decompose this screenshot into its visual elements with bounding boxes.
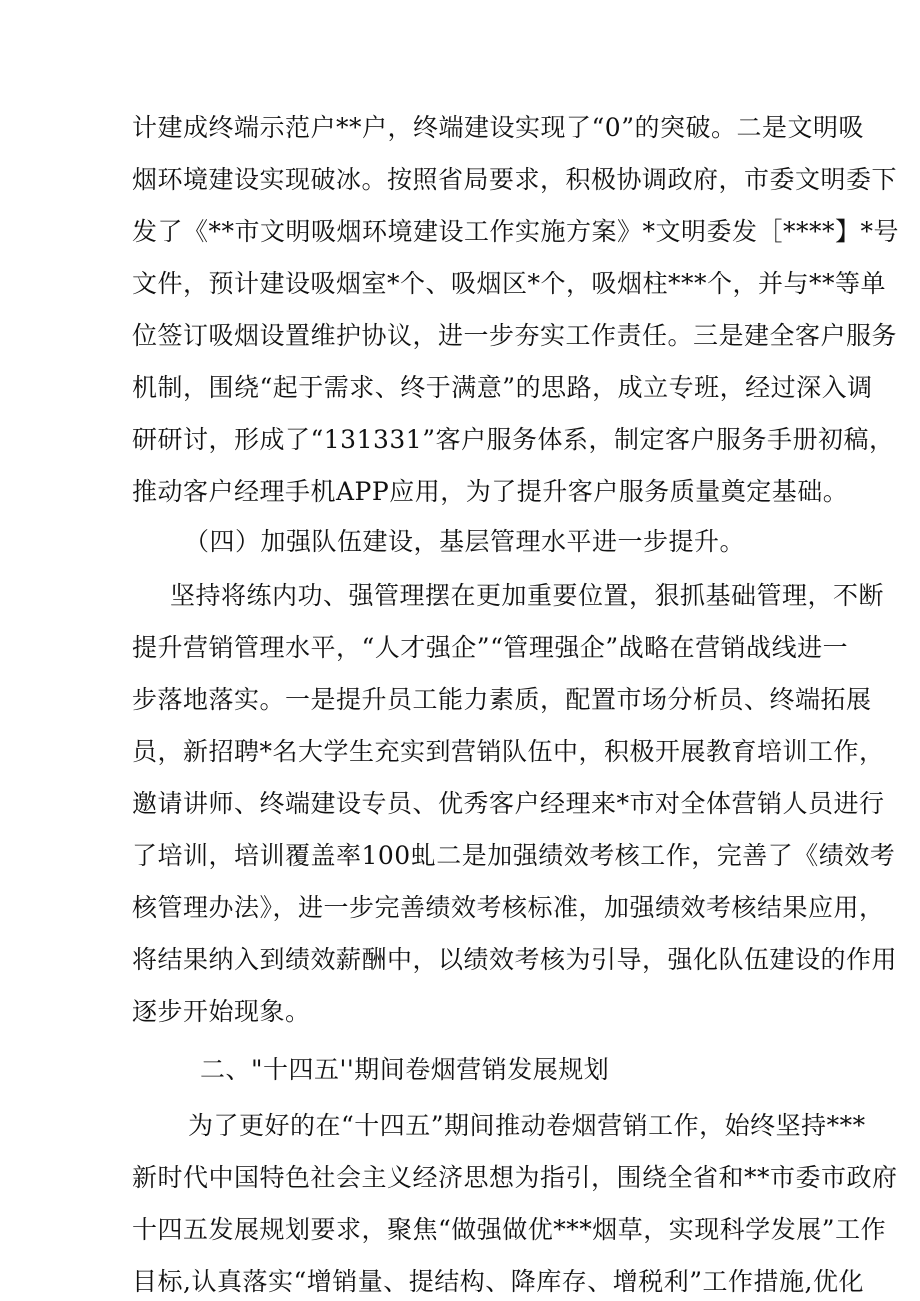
paragraph-3-line-4: 目标,认真落实“增销量、提结构、降库存、增税利”工作措施,优化 — [132, 1267, 864, 1296]
paragraph-2-line-4: 员，新招聘*名大学生充实到营销队伍中，积极开展教育培训工作， — [132, 737, 885, 766]
paragraph-2-line-7: 核管理办法》，进一步完善绩效考核标准，加强绩效考核结果应用， — [132, 893, 885, 922]
paragraph-1-line-5: 位签订吸烟设置维护协议，进一步夯实工作责任。三是建全客户服务 — [132, 321, 898, 350]
paragraph-2-line-1: 坚持将练内功、强管理摆在更加重要位置，狠抓基础管理，不断 — [170, 581, 885, 610]
paragraph-3-line-2: 新时代中国特色社会主义经济思想为指引，围绕全省和**市委市政府 — [132, 1163, 898, 1192]
section-heading-2: 二、"十四五''期间卷烟营销发展规划 — [200, 1055, 610, 1084]
paragraph-1-line-4: 文件，预计建设吸烟室*个、吸烟区*个，吸烟柱***个，并与**等单 — [132, 269, 887, 298]
paragraph-1-line-6: 机制，围绕“起于需求、终于满意”的思路，成立专班，经过深入调 — [132, 373, 873, 402]
paragraph-2-line-6: 了培训，培训覆盖率100虬二是加强绩效考核工作，完善了《绩效考 — [132, 841, 896, 870]
paragraph-2-line-2: 提升营销管理水平，“人才强企”“管理强企”战略在营销战线进一 — [132, 633, 849, 662]
paragraph-3-line-3: 十四五发展规划要求，聚焦“做强做优***烟草，实现科学发展”工作 — [132, 1215, 887, 1244]
paragraph-1-line-1: 计建成终端示范户**户，终端建设实现了“0”的突破。二是文明吸 — [132, 113, 864, 142]
paragraph-1-line-3: 发了《**市文明吸烟环境建设工作实施方案》*文明委发［****】*号 — [132, 217, 900, 246]
paragraph-1-line-7: 研研讨，形成了“131331”客户服务体系，制定客户服务手册初稿， — [132, 425, 895, 454]
paragraph-1-line-2: 烟环境建设实现破冰。按照省局要求，积极协调政府，市委文明委下 — [132, 165, 898, 194]
paragraph-2-line-3: 步落地落实。一是提升员工能力素质，配置市场分析员、终端拓展 — [132, 685, 872, 714]
paragraph-3-line-1: 为了更好的在“十四五”期间推动卷烟营销工作，始终坚持*** — [188, 1111, 866, 1140]
paragraph-1-line-8: 推动客户经理手机APP应用，为了提升客户服务质量奠定基础。 — [132, 477, 849, 506]
paragraph-2-line-9: 逐步开始现象。 — [132, 997, 311, 1026]
paragraph-2-line-5: 邀请讲师、终端建设专员、优秀客户经理来*市对全体营销人员进行 — [132, 789, 885, 818]
paragraph-2-line-8: 将结果纳入到绩效薪酬中，以绩效考核为引导，强化队伍建设的作用 — [132, 945, 898, 974]
section-heading-4: （四）加强队伍建设，基层管理水平进一步提升。 — [184, 527, 746, 556]
